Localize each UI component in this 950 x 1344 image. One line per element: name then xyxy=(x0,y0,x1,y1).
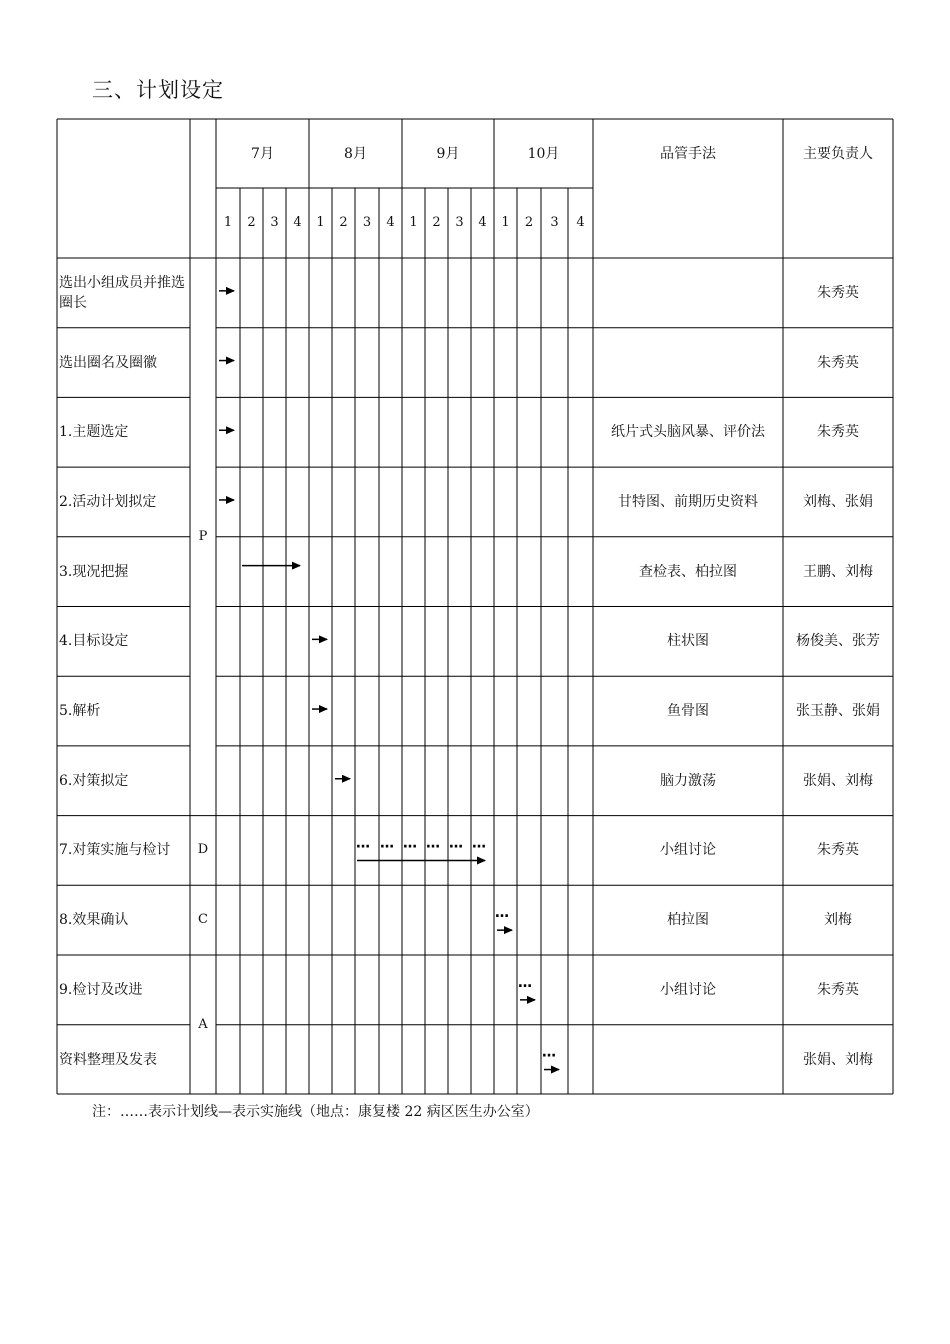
week-header: 4 xyxy=(386,215,395,230)
month-header: 9月 xyxy=(436,145,460,162)
week-header: 1 xyxy=(223,215,233,230)
week-header: 4 xyxy=(293,215,302,230)
plan-dots: … xyxy=(380,835,394,852)
phase-label: D xyxy=(197,842,209,858)
month-header: 8月 xyxy=(344,145,367,162)
week-header: 2 xyxy=(432,215,441,230)
phase-label: C xyxy=(198,912,208,928)
task-label: 5.解析 xyxy=(59,703,101,720)
method-cell: 脑力激荡 xyxy=(660,772,716,789)
phase-label: P xyxy=(198,528,208,544)
week-header: 3 xyxy=(550,215,559,230)
week-header: 3 xyxy=(270,215,279,230)
week-header: 2 xyxy=(339,215,348,230)
week-header: 4 xyxy=(576,215,585,230)
owner-cell: 朱秀英 xyxy=(817,842,859,859)
month-header: 7月 xyxy=(251,145,274,162)
task-label: 6.对策拟定 xyxy=(59,772,129,789)
owner-cell: 朱秀英 xyxy=(817,354,859,371)
method-cell: 柏拉图 xyxy=(667,912,709,929)
method-cell: 查检表、柏拉图 xyxy=(639,563,737,580)
task-label: 选出小组成员并推选圈长 xyxy=(59,274,185,311)
week-header: 3 xyxy=(362,215,372,230)
plan-dots: … xyxy=(542,1044,556,1061)
plan-dots: … xyxy=(426,835,440,852)
task-label: 选出圈名及圈徽 xyxy=(59,354,157,371)
task-label: 资料整理及发表 xyxy=(59,1051,157,1068)
week-header: 2 xyxy=(524,215,534,230)
owner-cell: 王鹏、刘梅 xyxy=(803,563,873,580)
owner-cell: 刘梅 xyxy=(824,912,852,929)
owner-cell: 张娟、刘梅 xyxy=(803,772,873,789)
owner-cell: 张娟、刘梅 xyxy=(803,1051,873,1068)
method-cell: 甘特图、前期历史资料 xyxy=(618,493,758,510)
method-cell: 鱼骨图 xyxy=(667,703,709,720)
owner-cell: 杨俊美、张芳 xyxy=(796,633,880,650)
owner-header: 主要负责人 xyxy=(803,145,873,162)
week-header: 2 xyxy=(247,215,256,230)
task-label: 9.检讨及改进 xyxy=(59,981,143,998)
method-header: 品管手法 xyxy=(660,145,716,162)
task-label: 3.现况把握 xyxy=(59,563,129,580)
footnote: 注：……表示计划线—表示实施线（地点：康复楼 22 病区医生办公室） xyxy=(92,1104,539,1120)
owner-cell: 张玉静、张娟 xyxy=(796,703,880,720)
plan-dots: … xyxy=(472,835,486,852)
method-cell: 小组讨论 xyxy=(660,842,716,859)
task-label: 4.目标设定 xyxy=(59,633,129,650)
plan-dots: … xyxy=(495,905,509,922)
week-header: 1 xyxy=(501,215,510,230)
page-title: 三、计划设定 xyxy=(92,78,224,102)
owner-cell: 朱秀英 xyxy=(817,981,859,998)
method-cell: 小组讨论 xyxy=(660,981,716,998)
week-header: 4 xyxy=(478,215,487,230)
phase-label: A xyxy=(198,1016,208,1032)
task-label: 2.活动计划拟定 xyxy=(59,493,157,510)
method-cell xyxy=(593,328,783,398)
task-label: 8.效果确认 xyxy=(59,912,129,929)
task-label: 1.主题选定 xyxy=(59,424,129,441)
task-label: 7.对策实施与检讨 xyxy=(59,842,171,859)
method-cell: 纸片式头脑风暴、评价法 xyxy=(611,424,765,441)
plan-dots: … xyxy=(356,835,370,852)
plan-dots: … xyxy=(449,835,463,852)
owner-cell: 朱秀英 xyxy=(817,284,859,301)
month-header: 10月 xyxy=(527,145,560,162)
method-cell: 柱状图 xyxy=(667,633,709,650)
owner-cell: 刘梅、张娟 xyxy=(803,493,873,510)
week-header: 1 xyxy=(409,215,418,230)
method-cell xyxy=(593,1025,783,1095)
plan-dots: … xyxy=(518,974,532,991)
plan-dots: … xyxy=(403,835,417,852)
owner-cell: 朱秀英 xyxy=(817,424,859,441)
week-header: 3 xyxy=(455,215,464,230)
method-cell xyxy=(593,258,783,328)
week-header: 1 xyxy=(316,215,325,230)
